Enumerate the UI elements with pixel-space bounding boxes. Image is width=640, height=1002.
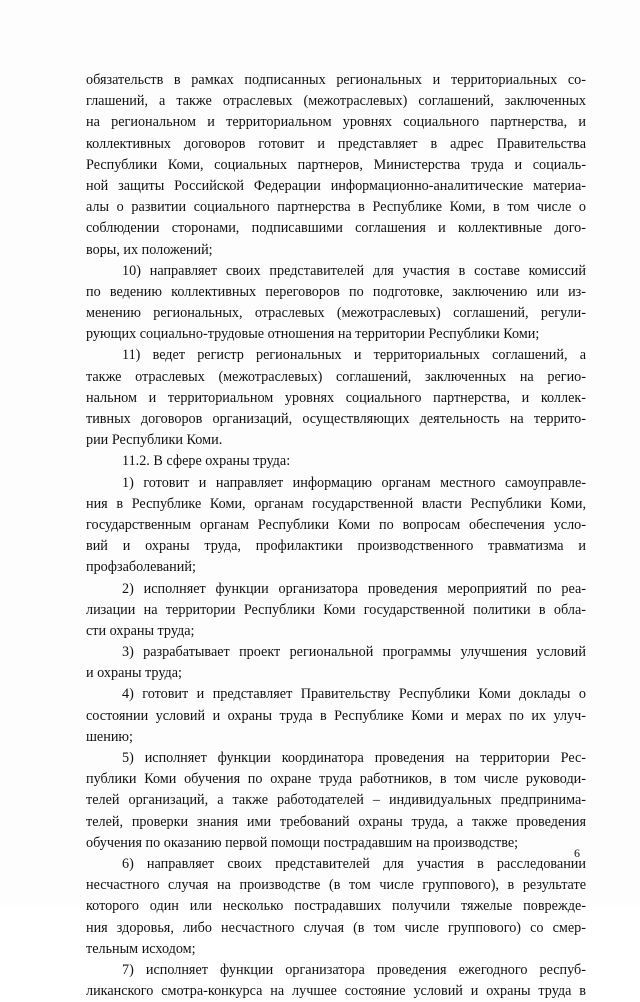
text-line: 5) исполняет функции координатора проведения на территории Рес-: [122, 750, 586, 766]
text-line: которого один или несколько пострадавших получили тяжелые поврежде-: [86, 898, 586, 915]
text-line: рующих социально-трудовые отношения на территории Республики Коми;: [86, 326, 540, 343]
text-line: профзаболеваний;: [86, 559, 196, 576]
text-line: ликанского смотра-конкурса на лучшее состояние условий и охраны труда в: [86, 983, 586, 1000]
text-line: государственным органам Республики Коми по вопросам обеспечения усло-: [86, 516, 586, 533]
text-line: ния в Республике Коми, органам государственной власти Республики Коми,: [86, 495, 586, 512]
document-body: [86, 70, 586, 1002]
text-line: 11.2. В сфере охраны труда:: [122, 453, 291, 470]
text-line: рии Республики Коми.: [86, 432, 223, 449]
text-line: 1) готовит и направляет информацию органам местного самоуправле-: [122, 474, 586, 491]
text-line: 7) исполняет функции организатора проведения ежегодного респуб-: [122, 961, 586, 978]
text-line: ния здоровья, либо несчастного случая (в том числе группового) со смер-: [86, 919, 586, 936]
text-line: публики Коми обучения по охране труда работников, в том числе руководи-: [86, 771, 586, 788]
text-line: 2) исполняет функции организатора проведения мероприятий по реа-: [122, 580, 586, 597]
text-line: по ведению коллективных переговоров по подготовке, заключению или из-: [86, 283, 586, 300]
text-line: 4) готовит и представляет Правительству Республики Коми доклады о: [122, 686, 586, 703]
text-line: сти охраны труда;: [86, 622, 195, 639]
text-line: менению региональных, отраслевых (межотраслевых) соглашений, регули-: [86, 305, 586, 322]
text-line: телей, проверки знания ими требований охраны труда, а также проведения: [86, 813, 586, 830]
text-line: тельным исходом;: [86, 940, 196, 957]
text-line: соблюдении сторонами, подписавшими соглашения и коллективные дого-: [86, 220, 586, 237]
text-line: на региональном и территориальном уровнях социального партнерства, и: [86, 114, 586, 131]
text-line: глашений, а также отраслевых (межотраслевых) соглашений, заключенных: [86, 93, 586, 110]
text-line: 10) направляет своих представителей для участия в составе комиссий: [122, 262, 586, 279]
text-line: 3) разрабатывает проект региональной программы улучшения условий: [122, 644, 586, 661]
text-line: несчастного случая на производстве (в том числе группового), в результате: [86, 877, 586, 894]
text-line: обучения по оказанию первой помощи пострадавшим на производстве;: [86, 834, 519, 851]
text-line: телей организаций, а также работодателей – индивидуальных предпринима-: [86, 792, 586, 809]
text-line: нальном и территориальном уровнях социального партнерства, и коллек-: [86, 389, 586, 406]
text-line: и охраны труда;: [86, 665, 182, 682]
text-line: тивных договоров организаций, осуществляющих деятельность на террито-: [86, 411, 586, 427]
text-line: состоянии условий и охраны труда в Республике Коми и мерах по их улуч-: [86, 707, 586, 724]
text-line: также отраслевых (межотраслевых) соглашений, заключенных на регио-: [86, 368, 586, 385]
text-line: 11) ведет регистр региональных и территориальных соглашений, а: [122, 347, 586, 364]
text-line: ной защиты Российской Федерации информационно-аналитические материа-: [86, 177, 586, 194]
text-line: коллективных договоров готовит и представляет в адрес Правительства: [86, 135, 586, 152]
text-line: лизации на территории Республики Коми государственной политики в обла-: [86, 601, 586, 618]
text-line: Республики Коми, социальных партнеров, Министерства труда и социаль-: [86, 156, 586, 173]
text-line: 6) направляет своих представителей для участия в расследовании: [122, 855, 586, 872]
text-line: воры, их положений;: [86, 241, 213, 258]
text-line: обязательств в рамках подписанных региональных и территориальных со-: [86, 72, 586, 88]
text-line: шению;: [86, 728, 133, 745]
text-line: алы о развитии социального партнерства в Республике Коми, в том числе о: [86, 199, 586, 216]
text-line: вий и охраны труда, профилактики производственного травматизма и: [86, 538, 586, 555]
page-number: 6: [574, 846, 580, 860]
